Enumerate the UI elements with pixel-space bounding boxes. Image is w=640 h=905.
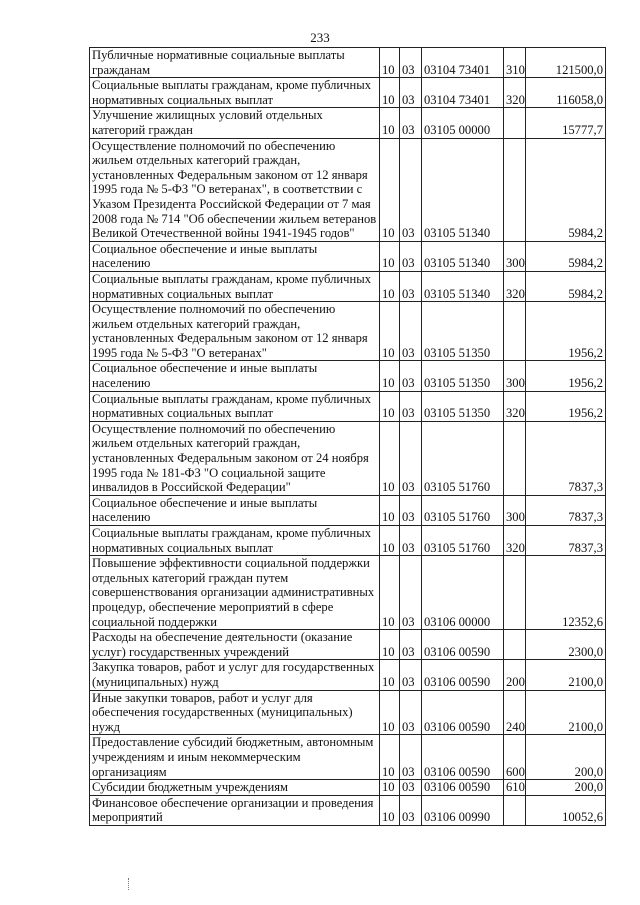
row-podrazdel: 03: [400, 495, 422, 525]
table-row: [90, 735, 606, 780]
table-row: [90, 421, 606, 495]
row-expense-type: 200: [504, 660, 526, 690]
table-row: [90, 780, 606, 796]
row-razdel: 10: [380, 690, 400, 735]
row-target-code: 03105 51350: [422, 361, 504, 391]
row-expense-type: 320: [504, 271, 526, 301]
row-target-code: 03104 73401: [422, 48, 504, 78]
row-target-code: 03106 00990: [422, 795, 504, 825]
row-amount: 7837,3: [526, 495, 606, 525]
row-name: Иные закупки товаров, работ и услуг для обеспечения государственных (муниципальных) нужд: [90, 690, 380, 735]
row-podrazdel: 03: [400, 526, 422, 556]
row-name: Осуществление полномочий по обеспечению жильем отдельных категорий граждан, установленных Федеральным законом от 12 января 1995 года № 5-ФЗ "О ветеранах": [90, 302, 380, 361]
row-name: Публичные нормативные социальные выплаты гражданам: [90, 48, 380, 78]
row-razdel: 10: [380, 495, 400, 525]
row-name: Социальные выплаты гражданам, кроме публичных нормативных социальных выплат: [90, 271, 380, 301]
row-target-code: 03105 51760: [422, 421, 504, 495]
budget-table: [89, 47, 606, 826]
row-podrazdel: 03: [400, 660, 422, 690]
row-name: Социальное обеспечение и иные выплаты населению: [90, 361, 380, 391]
table-row: [90, 48, 606, 78]
row-podrazdel: 03: [400, 302, 422, 361]
row-name: Предоставление субсидий бюджетным, автономным учреждениям и иным некоммерческим организациям: [90, 735, 380, 780]
row-razdel: 10: [380, 302, 400, 361]
row-expense-type: 610: [504, 780, 526, 796]
row-podrazdel: 03: [400, 361, 422, 391]
row-razdel: 10: [380, 735, 400, 780]
row-expense-type: 300: [504, 361, 526, 391]
row-razdel: 10: [380, 48, 400, 78]
row-expense-type: 320: [504, 391, 526, 421]
row-name: Осуществление полномочий по обеспечению жильем отдельных категорий граждан, установленных Федеральным законом от 12 января 1995 года № 5-ФЗ "О ветеранах", в соответствии с Указом Президента Российской Федерации от 7 мая 2008 года № 714 "Об обеспечении жильем ветеранов Великой Отечественной войны 1941-1945 годов": [90, 138, 380, 241]
row-podrazdel: 03: [400, 241, 422, 271]
row-podrazdel: 03: [400, 735, 422, 780]
row-razdel: 10: [380, 660, 400, 690]
table-row: [90, 241, 606, 271]
row-target-code: 03105 51350: [422, 302, 504, 361]
row-target-code: 03105 51350: [422, 391, 504, 421]
row-expense-type: 300: [504, 241, 526, 271]
row-target-code: 03105 00000: [422, 108, 504, 138]
row-target-code: 03106 00590: [422, 780, 504, 796]
row-amount: 1956,2: [526, 361, 606, 391]
table-row: [90, 660, 606, 690]
row-expense-type: [504, 302, 526, 361]
row-razdel: 10: [380, 241, 400, 271]
table-row: [90, 391, 606, 421]
row-razdel: 10: [380, 630, 400, 660]
row-podrazdel: 03: [400, 391, 422, 421]
table-row: [90, 630, 606, 660]
row-target-code: 03106 00590: [422, 735, 504, 780]
row-podrazdel: 03: [400, 108, 422, 138]
row-amount: 10052,6: [526, 795, 606, 825]
row-target-code: 03106 00000: [422, 556, 504, 630]
row-amount: 15777,7: [526, 108, 606, 138]
budget-table-body: [90, 48, 606, 826]
row-expense-type: 600: [504, 735, 526, 780]
row-razdel: 10: [380, 780, 400, 796]
row-amount: 5984,2: [526, 138, 606, 241]
row-target-code: 03105 51760: [422, 526, 504, 556]
row-podrazdel: 03: [400, 78, 422, 108]
row-podrazdel: 03: [400, 690, 422, 735]
row-amount: 200,0: [526, 735, 606, 780]
row-podrazdel: 03: [400, 48, 422, 78]
row-podrazdel: 03: [400, 271, 422, 301]
row-amount: 7837,3: [526, 421, 606, 495]
row-amount: 1956,2: [526, 391, 606, 421]
row-name: Социальное обеспечение и иные выплаты населению: [90, 241, 380, 271]
row-target-code: 03105 51340: [422, 138, 504, 241]
row-name: Осуществление полномочий по обеспечению жильем отдельных категорий граждан, установленных Федеральным законом от 24 ноября 1995 года № 181-ФЗ "О социальной защите инвалидов в Российской Федерации": [90, 421, 380, 495]
row-name: Закупка товаров, работ и услуг для государственных (муниципальных) нужд: [90, 660, 380, 690]
table-row: [90, 108, 606, 138]
row-amount: 2300,0: [526, 630, 606, 660]
row-amount: 1956,2: [526, 302, 606, 361]
row-target-code: 03105 51760: [422, 495, 504, 525]
table-row: [90, 302, 606, 361]
row-target-code: 03106 00590: [422, 630, 504, 660]
row-expense-type: [504, 556, 526, 630]
row-name: Финансовое обеспечение организации и проведения мероприятий: [90, 795, 380, 825]
row-expense-type: 320: [504, 78, 526, 108]
table-row: [90, 78, 606, 108]
row-name: Улучшение жилищных условий отдельных категорий граждан: [90, 108, 380, 138]
table-row: [90, 138, 606, 241]
row-razdel: 10: [380, 795, 400, 825]
row-podrazdel: 03: [400, 556, 422, 630]
row-target-code: 03104 73401: [422, 78, 504, 108]
row-amount: 200,0: [526, 780, 606, 796]
row-name: Социальные выплаты гражданам, кроме публичных нормативных социальных выплат: [90, 78, 380, 108]
row-amount: 116058,0: [526, 78, 606, 108]
row-razdel: 10: [380, 556, 400, 630]
table-row: [90, 556, 606, 630]
row-razdel: 10: [380, 421, 400, 495]
row-name: Расходы на обеспечение деятельности (оказание услуг) государственных учреждений: [90, 630, 380, 660]
row-target-code: 03105 51340: [422, 241, 504, 271]
row-razdel: 10: [380, 108, 400, 138]
row-razdel: 10: [380, 271, 400, 301]
table-row: [90, 271, 606, 301]
row-expense-type: 310: [504, 48, 526, 78]
row-expense-type: 320: [504, 526, 526, 556]
table-row: [90, 495, 606, 525]
row-expense-type: [504, 630, 526, 660]
row-target-code: 03105 51340: [422, 271, 504, 301]
table-row: [90, 361, 606, 391]
row-amount: 7837,3: [526, 526, 606, 556]
row-expense-type: 300: [504, 495, 526, 525]
row-razdel: 10: [380, 138, 400, 241]
row-razdel: 10: [380, 361, 400, 391]
row-expense-type: [504, 108, 526, 138]
row-expense-type: 240: [504, 690, 526, 735]
row-amount: 5984,2: [526, 271, 606, 301]
table-row: [90, 690, 606, 735]
row-expense-type: [504, 138, 526, 241]
row-target-code: 03106 00590: [422, 660, 504, 690]
row-podrazdel: 03: [400, 780, 422, 796]
row-name: Субсидии бюджетным учреждениям: [90, 780, 380, 796]
row-razdel: 10: [380, 526, 400, 556]
row-name: Социальные выплаты гражданам, кроме публичных нормативных социальных выплат: [90, 391, 380, 421]
row-expense-type: [504, 795, 526, 825]
row-podrazdel: 03: [400, 421, 422, 495]
row-amount: 2100,0: [526, 690, 606, 735]
row-razdel: 10: [380, 391, 400, 421]
row-target-code: 03106 00590: [422, 690, 504, 735]
row-amount: 2100,0: [526, 660, 606, 690]
row-name: Социальное обеспечение и иные выплаты населению: [90, 495, 380, 525]
row-podrazdel: 03: [400, 795, 422, 825]
table-row: [90, 526, 606, 556]
row-razdel: 10: [380, 78, 400, 108]
page-number: 233: [310, 30, 330, 45]
row-podrazdel: 03: [400, 138, 422, 241]
row-name: Социальные выплаты гражданам, кроме публичных нормативных социальных выплат: [90, 526, 380, 556]
table-row: [90, 795, 606, 825]
row-name: Повышение эффективности социальной поддержки отдельных категорий граждан путем совершенствования организации административных процедур, обеспечение мероприятий в сфере социальной поддержки: [90, 556, 380, 630]
row-amount: 121500,0: [526, 48, 606, 78]
row-podrazdel: 03: [400, 630, 422, 660]
row-expense-type: [504, 421, 526, 495]
row-amount: 12352,6: [526, 556, 606, 630]
row-amount: 5984,2: [526, 241, 606, 271]
scan-mark: [128, 878, 132, 890]
